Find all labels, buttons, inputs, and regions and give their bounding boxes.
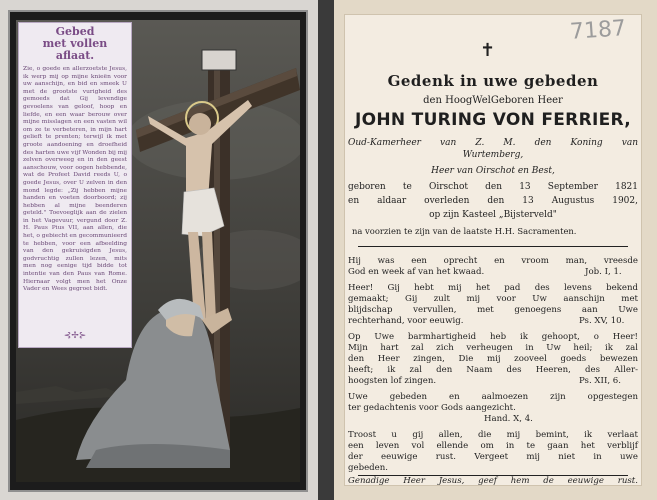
verse-4-line-2: ter gedachtenis voor Gods aangezicht. bbox=[348, 403, 516, 413]
prayer-title-line2: met vollen aflaat. bbox=[42, 37, 108, 62]
verse-1-line-1: Hij was een oprecht en vroom man, vreesde bbox=[348, 256, 638, 266]
verse-2-line-1: Heer! Gij hebt mij het pad des levens bekend bbox=[348, 283, 638, 293]
inri-plaque bbox=[202, 50, 236, 70]
verse-1-ref: Job. I, 1. bbox=[585, 267, 622, 277]
verse-3-line-1: Op Uwe barmhartigheid heb ik gehoopt, o Heer! bbox=[348, 332, 638, 342]
birth-line: geboren te Oirschot den 13 September 1821 bbox=[348, 182, 638, 192]
verse-2-line-2: gemaakt; Gij zult mij voor Uw aanschijn met bbox=[348, 294, 638, 304]
divider-top bbox=[358, 246, 628, 247]
deceased-name: JOHN TURING VON FERRIER, bbox=[355, 110, 631, 130]
handwritten-number: 7187 bbox=[569, 16, 627, 45]
verse-4-line-1: Uwe gebeden en aalmoezen zijn opgestegen bbox=[348, 392, 638, 402]
prayer-title-line1: Gebed bbox=[55, 25, 95, 38]
place-line: op zijn Kasteel „Bijsterveld" bbox=[429, 210, 557, 220]
death-line: en aldaar overleden den 13 Augustus 1902, bbox=[348, 196, 638, 206]
title-line-1: Oud-Kamerheer van Z. M. den Koning van bbox=[348, 138, 638, 148]
verse-3-line-5: hoogsten lof zingen. bbox=[348, 376, 437, 386]
closing-prayer: Genadige Heer Jesus, geef hem de eeuwige rust. bbox=[348, 476, 638, 486]
verse-5-line-1: Troost u gij allen, die mij bemint, ik verlaat bbox=[348, 430, 638, 440]
honorific: den HoogWelGeboren Heer bbox=[423, 95, 563, 106]
verse-2-line-4: rechterhand, voor eeuwig. bbox=[348, 316, 464, 326]
verse-5-line-2: een leven vol ellende om in te gaan het verblijf bbox=[348, 441, 638, 451]
prayer-title bbox=[23, 26, 127, 62]
verse-1-line-2: God en week af van het kwaad. bbox=[348, 267, 485, 277]
verse-3-line-4: heeft; ik zal den Naam des Heeren, des Aller- bbox=[348, 365, 638, 375]
title-line-2: Wurtemberg, bbox=[462, 150, 524, 160]
title-line-3: Heer van Oirschot en Best, bbox=[431, 166, 555, 176]
verse-3-line-2: Mijn hart zal zich verheugen in Uw heil; ik zal bbox=[348, 343, 638, 353]
verse-3-ref: Ps. XII, 6. bbox=[579, 376, 621, 386]
sacraments-line: na voorzien te zijn van de laatste H.H. Sacramenten. bbox=[352, 226, 577, 236]
verse-5-line-4: gebeden. bbox=[348, 463, 389, 473]
verse-4-ref: Hand. X, 4. bbox=[484, 414, 533, 424]
verse-3-line-3: den Heer zingen, Die mij zooveel goeds bewezen bbox=[348, 354, 638, 364]
prayer-text: Zie, o goede en allerzoetste Jesus, ik werp mij op mijne knieën voor uw aanschijn, en bid en smeek U met de grootste vurigheid des gemoeds dat Gij levendige gevoelens van geloof, hoop en liefde, en een waar berouw over mijne misslagen en een vasten wil om ze te verbeteren, in mijn hart gelieft te prenten; terwijl ik met groote aandoening en droefheid des harten uwe vijf Wonden bij mij zelven overweeg en in den geest aanschouw, voor oogen hebbende, wat de Profeet David reeds U, o goede Jesus, over U zelven in den mond legde: „Zij hebben mijne handen en voeten doorboord; zij hebben al mijne beenderen geteld." Toevoeglijk aan de zielen in het Vagevuur, vergund door Z. H. Paus Pius VII, aan allen, die het, o gebiecht en gecommunieerd te hebben, voor een afbeelding van den gekruisigden Jesus, godvruchtig zullen lezen, mits men nog eenige tijd bidde tot intentie van den Paus van Rome. Hiernaar volgt men het Onze Vader en Wees gegroet bidt. bbox=[23, 66, 127, 293]
verse-5-line-3: der eeuwige rust. Vergeet mij niet in uwe bbox=[348, 452, 638, 462]
ornament-icon: ⊰✢⊱ bbox=[63, 331, 87, 341]
verse-2-line-3: blijdschap vervullen, met genoegens aan Uwe bbox=[348, 305, 638, 315]
cross-icon: ✝ bbox=[480, 40, 496, 61]
heading: Gedenk in uwe gebeden bbox=[387, 72, 599, 90]
prayer-panel bbox=[18, 22, 132, 348]
verse-2-ref: Ps. XV, 10. bbox=[579, 316, 625, 326]
